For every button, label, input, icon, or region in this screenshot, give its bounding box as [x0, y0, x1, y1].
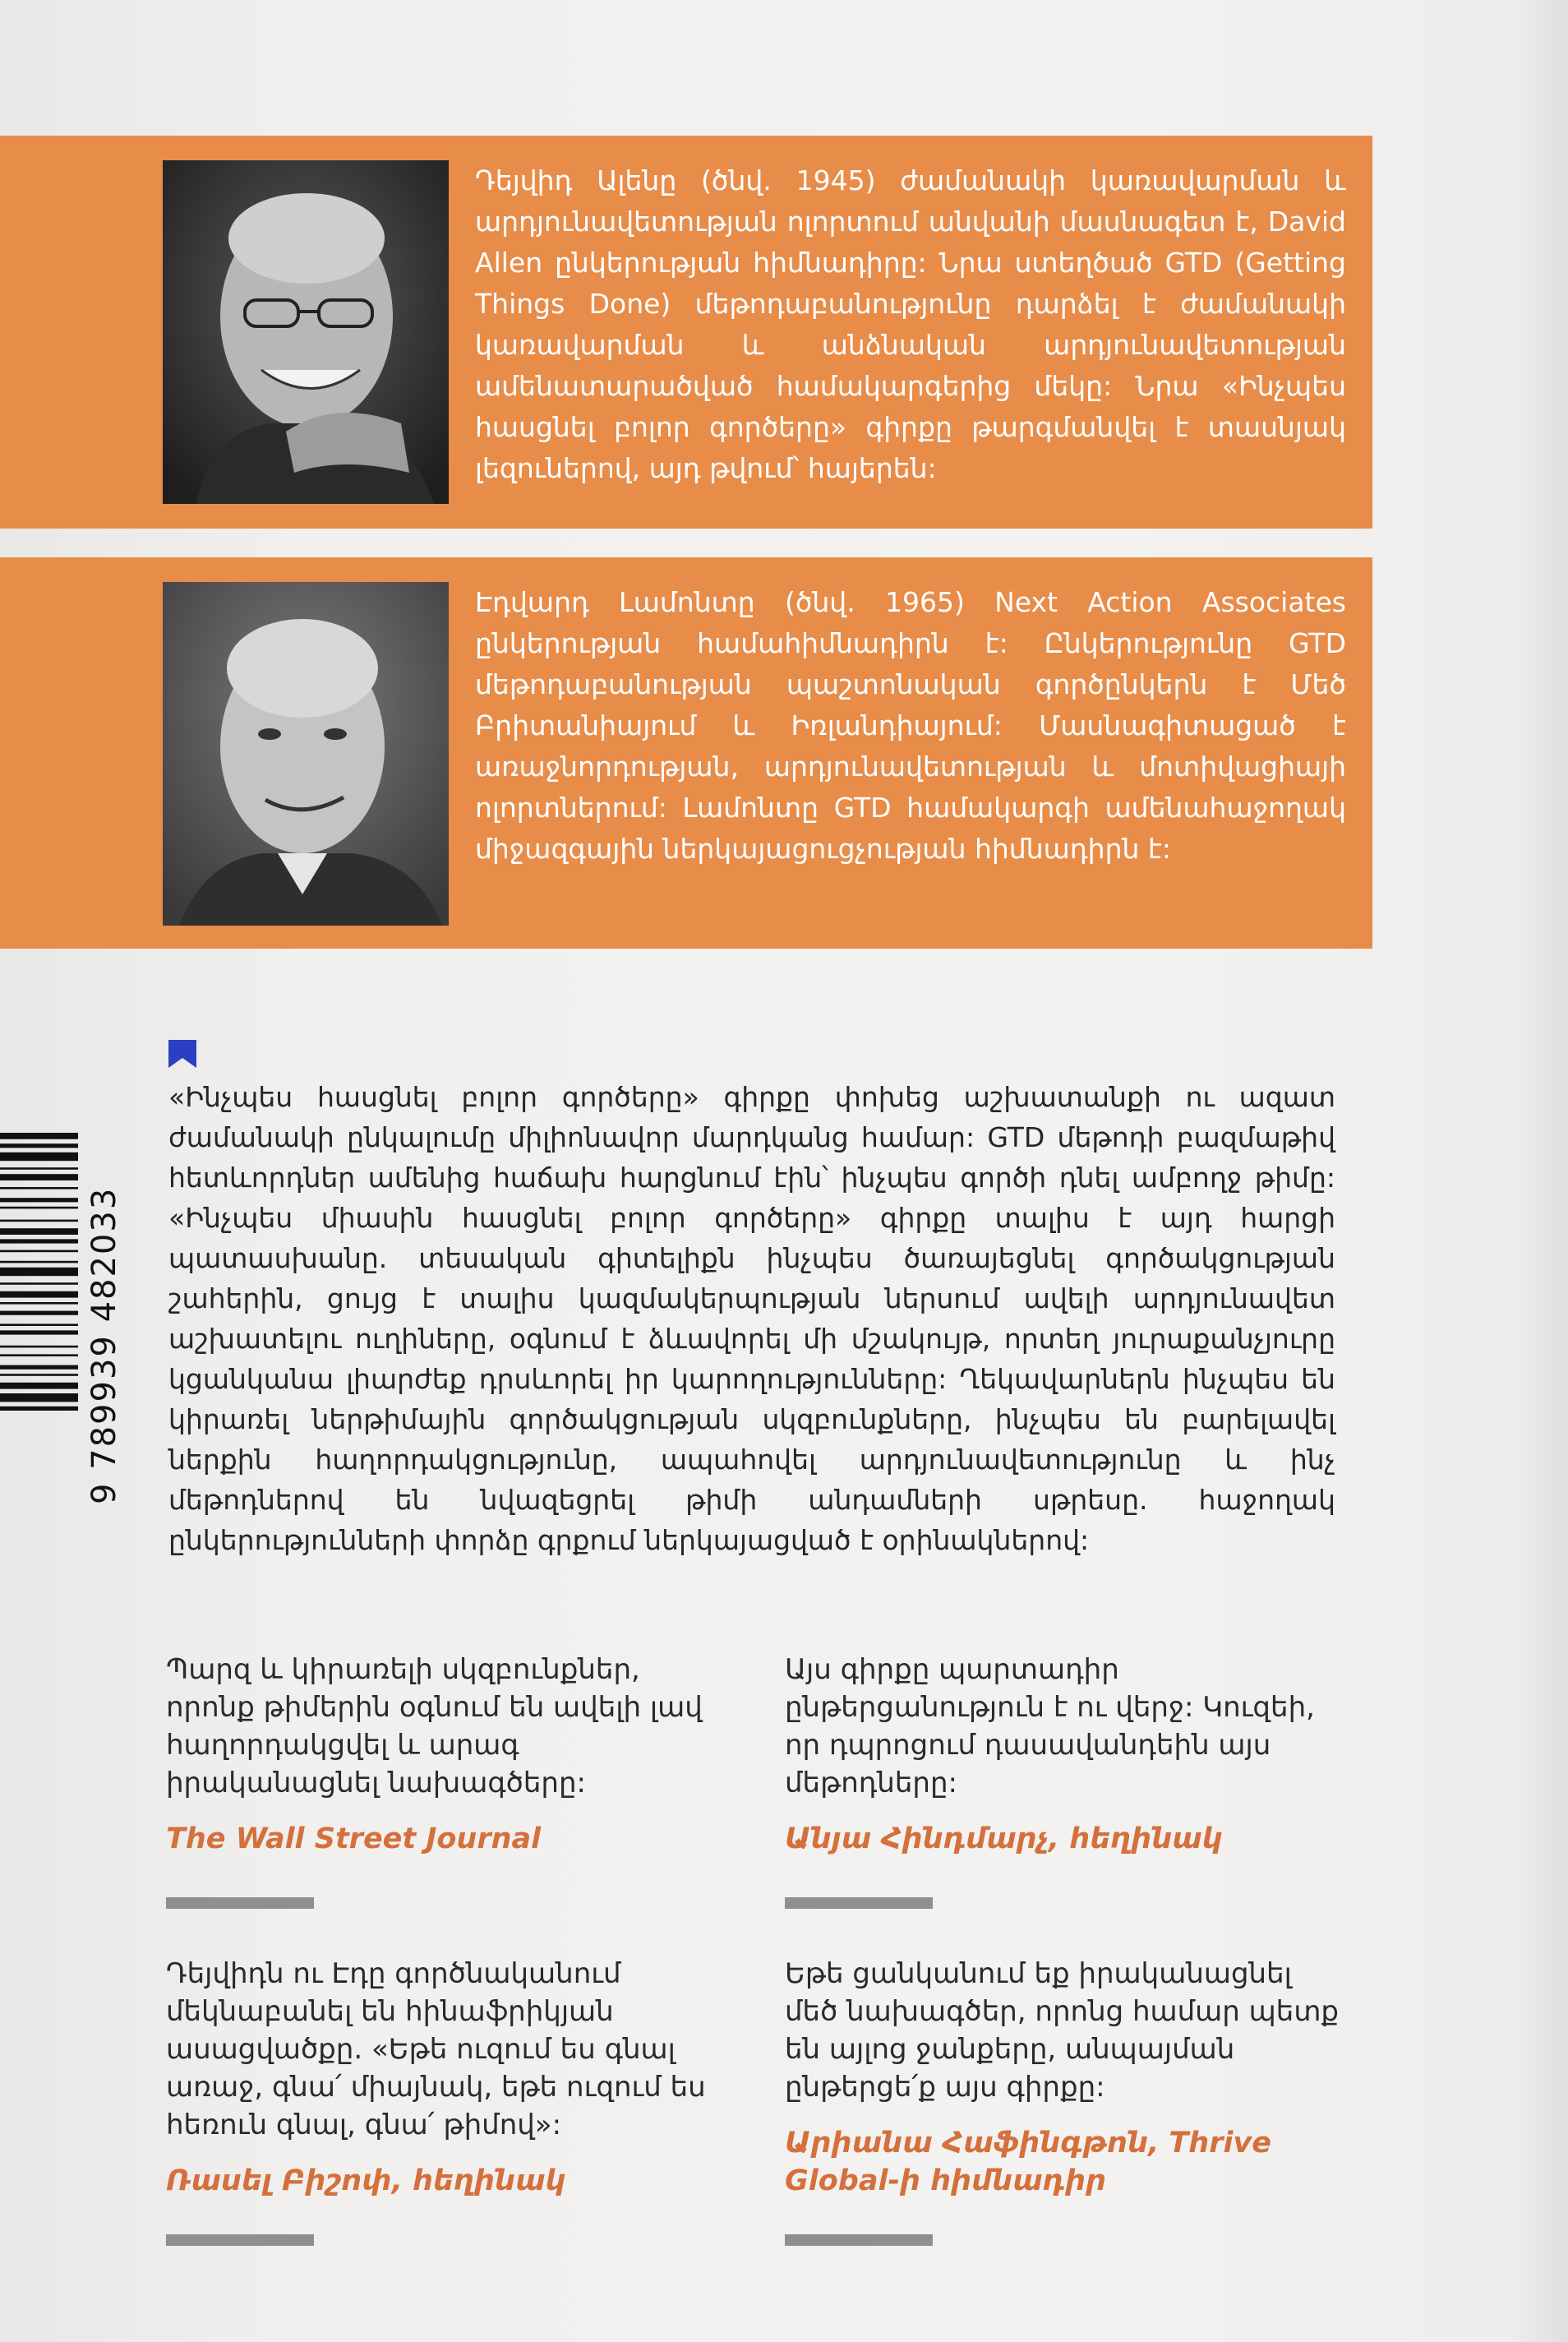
barcode-bar — [0, 1187, 78, 1189]
barcode-bar — [0, 1311, 78, 1315]
review-quote-huffington — [785, 1955, 1352, 2200]
barcode-bar — [0, 1282, 78, 1285]
quote-author: Արիանա Հաֆինգթոն, Thrive Global-ի հիմնադիր — [785, 2127, 1272, 2197]
barcode-bar — [0, 1383, 78, 1389]
isbn-digits: 9 789939 482033 — [85, 1186, 123, 1504]
barcode-bar — [0, 1323, 78, 1326]
barcode-bar — [0, 1374, 78, 1376]
quote-author: The Wall Street Journal — [166, 1822, 542, 1855]
barcode-bar — [0, 1198, 78, 1202]
barcode-bar — [0, 1133, 78, 1139]
author-photo-allen — [163, 160, 449, 504]
barcode-bar — [0, 1239, 78, 1243]
barcode-bar — [0, 1354, 78, 1356]
quote-divider — [785, 2234, 933, 2246]
barcode-bar — [0, 1261, 78, 1263]
barcode-bar — [0, 1268, 78, 1276]
barcode-bar — [0, 1407, 78, 1411]
barcode-bar — [0, 1174, 78, 1180]
author-bio-band-allen — [0, 136, 1372, 529]
barcode-bar — [0, 1250, 78, 1253]
quote-author: Ռասել Բիշոփ, հեղինակ — [166, 2164, 566, 2197]
isbn-barcode — [0, 1126, 123, 1504]
author-bio-band-lamont — [0, 557, 1372, 949]
barcode-bar — [0, 1143, 78, 1148]
author-photo-lamont — [163, 582, 449, 926]
barcode-bar — [0, 1207, 78, 1209]
barcode-bar — [0, 1365, 78, 1370]
author-bio-allen: Դեյվիդ Ալենը (ծնվ. 1945) ժամանակի կառավարման և արդյունավետության ոլորտում անվանի մասնագետ է, David Allen ընկերության հիմնադիրը: Նրա ստեղծած GTD (Getting Things Done) մեթոդաբանությունը դարձել է ժամանակի կառավարման և անձնական արդյունավետության ամենատարածված համակարգերից մեկը: Նրա «Ինչպես հասցնել բոլոր գործերը» գիրքը թարգմանվել է տասնյակ լեզուներով, այդ թվում՝ հայերեն: — [475, 164, 1346, 484]
barcode-bar — [0, 1346, 78, 1348]
review-quote-bishop — [166, 1955, 733, 2200]
quote-text: Պարզ և կիրառելի սկզբունքներ, որոնք թիմերին օգնում են ավելի լավ հաղորդակցվել և արագ իրականացնել նախագծերը: — [166, 1653, 703, 1799]
quote-text: Եթե ցանկանում եք իրականացնել մեծ նախագծեր, որոնց համար պետք են այլոց ջանքերը, անպայման ընթերցե՛ք այս գիրքը: — [785, 1957, 1340, 2104]
bookmark-icon — [168, 1040, 196, 1068]
barcode-bar — [0, 1393, 78, 1402]
quote-divider — [785, 1897, 933, 1909]
quote-divider — [166, 2234, 314, 2246]
quote-author: Անյա Հինդմարչ, հեղինակ — [785, 1822, 1223, 1855]
barcode-bar — [0, 1330, 78, 1334]
barcode-bar — [0, 1220, 78, 1222]
quote-divider — [166, 1897, 314, 1909]
barcode-bar — [0, 1302, 78, 1305]
author-bio-lamont: Էդվարդ Լամոնտը (ծնվ. 1965) Next Action Associates ընկերության համահիմնադիրն է: Ընկերությունը GTD մեթոդաբանության պաշտոնական գործընկերն է Մեծ Բրիտանիայում և Իռլանդիայում: Մասնագիտացած է առաջնորդության, արդյունավետության և մոտիվացիայի ոլորտներում: Լամոնտը GTD համակարգի ամենահաջողակ միջազգային ներկայացուցչության հիմնադիրն է: — [475, 586, 1346, 865]
barcode-bar — [0, 1291, 78, 1298]
review-quote-wsj — [166, 1651, 733, 1858]
quote-text: Դեյվիդն ու Էդը գործնականում մեկնաբանել են հինաֆրիկյան ասացվածքը. «Եթե ուզում ես գնալ առաջ, գնա՛ միայնակ, եթե ուզում ես հեռուն գնալ, գնա՛ թիմով»: — [166, 1957, 706, 2141]
barcode-bar — [0, 1167, 78, 1170]
cover-edge-shadow — [1510, 0, 1568, 2342]
barcode-bar — [0, 1228, 78, 1235]
review-quote-hindmarch — [785, 1651, 1352, 1858]
quote-text: Այս գիրքը պարտադիր ընթերցանություն է ու վերջ: Կուզեի, որ դպրոցում դասավանդեին այս մեթոդները: — [785, 1653, 1315, 1799]
barcode-bar — [0, 1153, 78, 1161]
book-description: «Ինչպես հասցնել բոլոր գործերը» գիրքը փոխեց աշխատանքի ու ազատ ժամանակի ընկալումը միլիոնավոր մարդկանց համար: GTD մեթոդի բազմաթիվ հետևորդներ ամենից հաճախ հարցնում էին՝ ինչպես գործի դնել ամբողջ թիմը: «Ինչպես միասին հասցնել բոլոր գործերը» գիրքը տալիս է այդ հարցի պատասխանը. տեսական գիտելիքն ինչպես ծառայեցնել գործակցության շահերին, ցույց է տալիս կազմակերպության ներսում ավելի արդյունավետ աշխատելու ուղիները, օգնում է ձևավորել մի մշակույթ, որտեղ յուրաքանչյուրը կցանկանա լիարժեք դրսևորել իր կարողությունները: Ղեկավարներն ինչպես են կիրառել ներթիմային գործակցության սկզբունքները, ինչպես են բարելավել ներքին հաղորդակցությունը, ապահովել արդյունավետությունը և ինչ մեթոդներով են նվազեցրել թիմի անդամների սթրեսը. հաջողակ ընկերությունների փորձը գրքում ներկայացված է օրինակներով: — [168, 1081, 1335, 1556]
